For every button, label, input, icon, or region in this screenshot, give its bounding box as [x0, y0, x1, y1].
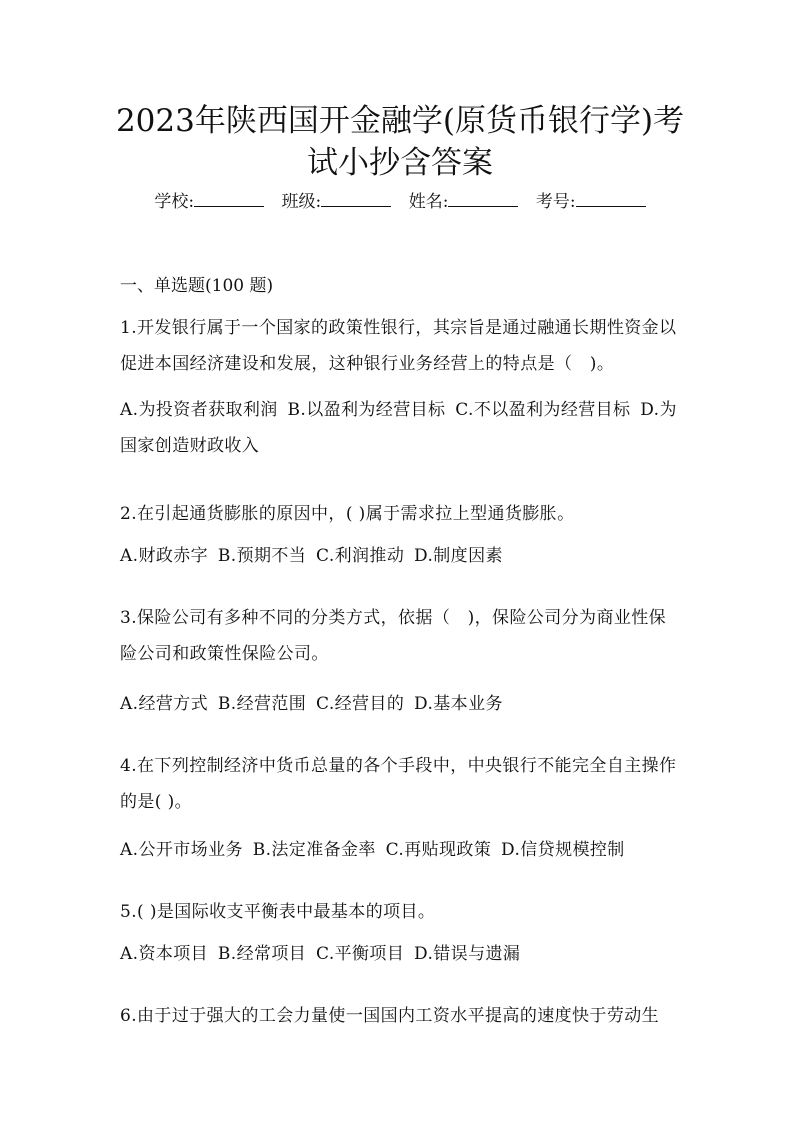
number-blank [576, 190, 646, 207]
question-3-option-d: D.基本业务 [414, 694, 503, 714]
question-2-options [120, 538, 682, 574]
question-3-stem: 3.保险公司有多种不同的分类方式，依据（ )，保险公司分为商业性保险公司和政策性保险公司。 [120, 608, 667, 664]
question-3-options [120, 686, 682, 722]
section-heading: 一、单选题(100 题) [120, 276, 274, 296]
class-blank [321, 190, 391, 207]
question-5-option-a: A.资本项目 [120, 944, 209, 964]
question-1-stem: 1.开发银行属于一个国家的政策性银行，其宗旨是通过融通长期性资金以促进本国经济建设和发展，这种银行业务经营上的特点是（ )。 [120, 318, 677, 374]
question-1-option-a: A.为投资者获取利润 [120, 400, 278, 420]
question-2-option-c: C.利润推动 [316, 546, 405, 566]
class-label: 班级: [281, 192, 322, 212]
question-4-option-d: D.信贷规模控制 [501, 840, 625, 860]
question-2-option-a: A.财政赤字 [120, 546, 209, 566]
school-blank [194, 190, 264, 207]
question-5-options [120, 936, 682, 972]
question-1-option-b: B.以盈利为经营目标 [287, 400, 446, 420]
question-5-stem: 5.( )是国际收支平衡表中最基本的项目。 [120, 902, 436, 922]
number-label: 考号: [535, 192, 576, 212]
question-3-option-b: B.经营范围 [217, 694, 307, 714]
question-5-option-b: B.经常项目 [217, 944, 307, 964]
page-title-line-2: 试小抄含答案 [307, 145, 493, 181]
question-4-option-a: A.公开市场业务 [120, 840, 243, 860]
name-blank [448, 190, 518, 207]
question-5-option-d: D.错误与遗漏 [414, 944, 521, 964]
question-1-option-d: D.为国家创造财政收入 [120, 400, 677, 456]
question-4-stem: 4.在下列控制经济中货币总量的各个手段中，中央银行不能完全自主操作的是( )。 [120, 756, 677, 812]
school-field [154, 192, 264, 212]
student-info-row [0, 190, 800, 214]
question-5-option-c: C.平衡项目 [316, 944, 405, 964]
question-1-option-c: C.不以盈利为经营目标 [455, 400, 631, 420]
question-4-options [120, 832, 682, 868]
question-2-option-b: B.预期不当 [217, 546, 307, 566]
class-field [282, 192, 392, 212]
question-1-options [120, 392, 682, 464]
question-3-option-a: A.经营方式 [120, 694, 209, 714]
question-4-option-b: B.法定准备金率 [252, 840, 376, 860]
question-3-option-c: C.经营目的 [316, 694, 405, 714]
question-6-stem: 6.由于过于强大的工会力量使一国国内工资水平提高的速度快于劳动生 [120, 1006, 660, 1026]
name-field [409, 192, 519, 212]
name-label: 姓名: [408, 192, 449, 212]
question-2-option-d: D.制度因素 [414, 546, 503, 566]
question-2-stem: 2.在引起通货膨胀的原因中，( )属于需求拉上型通货膨胀。 [120, 504, 575, 524]
question-4-option-c: C.再贴现政策 [385, 840, 492, 860]
number-field [536, 192, 646, 212]
page-title-line-1: 2023年陕西国开金融学(原货币银行学)考 [115, 103, 685, 139]
school-label: 学校: [154, 192, 195, 212]
